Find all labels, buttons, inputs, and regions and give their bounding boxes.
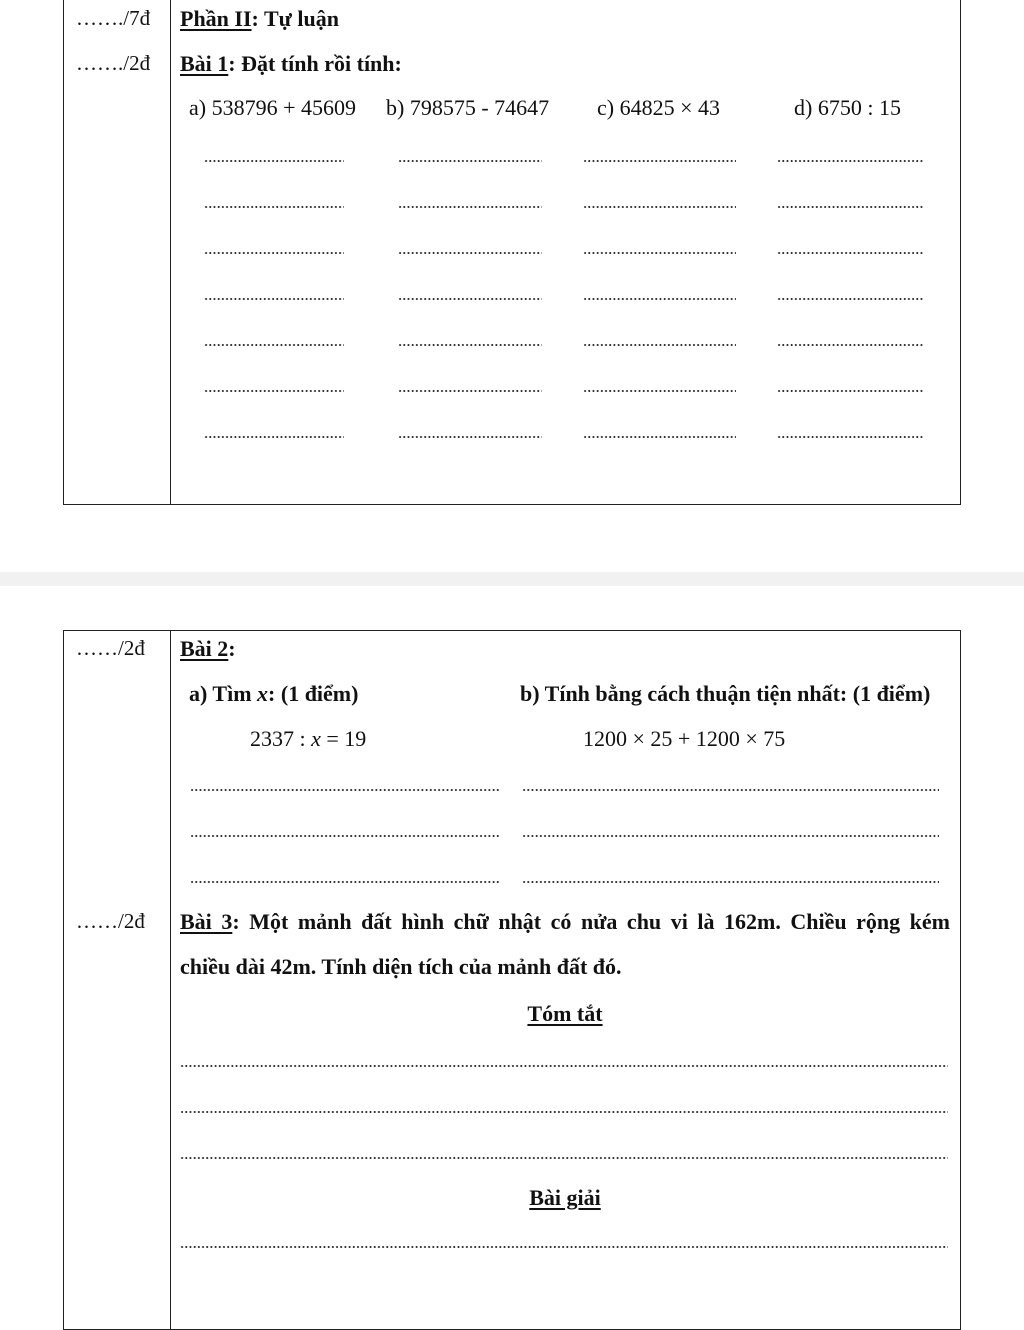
- b3-problem-line-1: Bài 3: Một mảnh đất hình chữ nhật có nửa chu vi là 162m. Chiều rộng kém: [180, 909, 950, 934]
- b2b-answer-line: [522, 881, 939, 883]
- b2b-answer-line: [522, 835, 939, 837]
- b2a-answer-line: [190, 835, 500, 837]
- b1-answer-line: [583, 436, 736, 438]
- b1-answer-line: [398, 390, 542, 392]
- summary-heading: Tóm tắt: [527, 1001, 603, 1026]
- b1-answer-line: [398, 298, 542, 300]
- b2-score: ……/2đ: [76, 636, 145, 660]
- b1-answer-line: [398, 252, 542, 254]
- b2a-answer-line: [190, 881, 500, 883]
- b1-answer-line: [777, 390, 923, 392]
- column-divider: [170, 0, 171, 504]
- b2-title: Bài 2:: [180, 636, 236, 661]
- b1-item-c: c) 64825 × 43: [597, 95, 720, 120]
- b1-item-a: a) 538796 + 45609: [189, 95, 356, 120]
- b1-answer-line: [398, 436, 542, 438]
- b2a-expression: 2337 : x = 19: [250, 726, 367, 751]
- b1-answer-line: [398, 160, 542, 162]
- b1-answer-line: [204, 160, 344, 162]
- b1-score: ……./2đ: [76, 51, 151, 75]
- b2a-label: a) Tìm x: (1 điểm): [189, 681, 359, 706]
- b1-title: Bài 1: Đặt tính rồi tính:: [180, 51, 402, 76]
- summary-answer-line: [180, 1157, 948, 1159]
- part-title: Phần II: Tự luận: [180, 6, 339, 31]
- exercise-table-2: [63, 630, 961, 1330]
- b2b-label: b) Tính bằng cách thuận tiện nhất: (1 điểm): [520, 681, 931, 706]
- b1-answer-line: [204, 436, 344, 438]
- part-score: ……./7đ: [76, 6, 151, 30]
- b1-answer-line: [777, 436, 923, 438]
- b1-item-b: b) 798575 - 74647: [386, 95, 550, 120]
- b1-answer-line: [204, 344, 344, 346]
- b3-problem-line-2: chiều dài 42m. Tính diện tích của mảnh đất đó.: [180, 954, 622, 979]
- b1-item-d: d) 6750 : 15: [794, 95, 901, 120]
- b1-answer-line: [777, 252, 923, 254]
- column-divider: [170, 631, 171, 1329]
- b1-answer-line: [583, 206, 736, 208]
- b1-answer-line: [398, 206, 542, 208]
- b1-answer-line: [777, 160, 923, 162]
- b1-answer-line: [583, 298, 736, 300]
- b1-answer-line: [583, 390, 736, 392]
- b1-answer-line: [583, 160, 736, 162]
- b1-answer-line: [777, 206, 923, 208]
- b2a-answer-line: [190, 789, 500, 791]
- worksheet-page-1: [0, 0, 1024, 572]
- b1-answer-line: [777, 344, 923, 346]
- b2b-expression: 1200 × 25 + 1200 × 75: [583, 726, 786, 751]
- solution-answer-line: [180, 1246, 948, 1248]
- summary-answer-line: [180, 1111, 948, 1113]
- b1-answer-line: [583, 252, 736, 254]
- worksheet-page-2: [0, 586, 1024, 1280]
- b1-answer-line: [204, 298, 344, 300]
- b3-score: ……/2đ: [76, 909, 145, 933]
- b1-answer-line: [204, 206, 344, 208]
- summary-answer-line: [180, 1065, 948, 1067]
- b1-answer-line: [583, 344, 736, 346]
- page-separator: [0, 572, 1024, 586]
- b1-answer-line: [204, 252, 344, 254]
- solution-heading: Bài giải: [529, 1185, 601, 1210]
- b2b-answer-line: [522, 789, 939, 791]
- b1-answer-line: [204, 390, 344, 392]
- b1-answer-line: [777, 298, 923, 300]
- b1-answer-line: [398, 344, 542, 346]
